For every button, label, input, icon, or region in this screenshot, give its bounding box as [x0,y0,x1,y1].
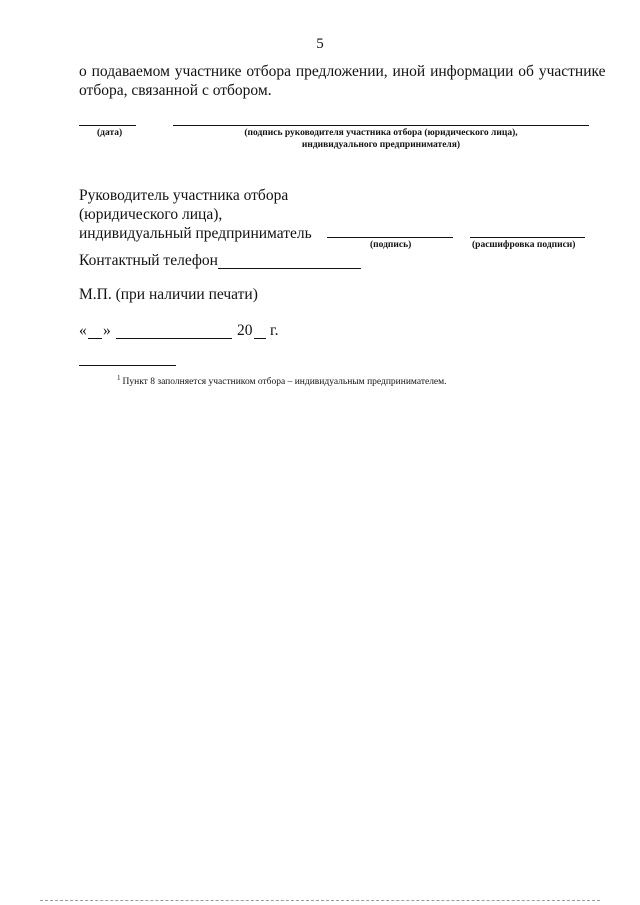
scan-edge-mark [40,900,600,901]
date-open-quote: « [79,322,87,339]
date-year-suffix: г. [270,322,279,339]
page-number: 5 [316,36,324,52]
footnote-marker: 1 [117,374,121,382]
footnote [117,374,447,387]
footnote-text: Пункт 8 заполняется участником отбора – индивидуальным предпринимателем. [122,377,447,388]
seal-label: М.П. (при наличии печати) [79,286,258,303]
date-line [79,125,136,126]
head-decoding-caption: (расшифровка подписи) [472,240,576,250]
intro-line-2: отбора, связанной с отбором. [79,82,272,99]
head-line-2: (юридического лица), [79,206,223,223]
head-signature-caption: (подпись) [370,240,412,250]
footnote-separator [79,365,176,366]
head-signature-line [327,237,453,238]
signature-caption-line-2: индивидуального предпринимателя) [301,140,461,150]
date-month-line [116,338,232,339]
head-line-3: индивидуальный предприниматель [79,225,312,242]
date-day-line [88,338,102,339]
signature-caption-line-1: (подпись руководителя участника отбора (юридического лица), [244,128,518,138]
date-caption: (дата) [97,128,123,138]
head-decoding-line [470,237,585,238]
date-year-prefix: 20 [237,322,253,339]
date-close-quote: » [103,322,111,339]
signature-line [173,125,589,126]
head-line-1: Руководитель участника отбора [79,187,289,204]
intro-line-1: о подаваемом участнике отбора предложении, иной информации об участнике [79,63,606,80]
contact-phone-label: Контактный телефон [79,252,218,269]
contact-phone-line [218,268,361,269]
date-year-line [254,338,266,339]
